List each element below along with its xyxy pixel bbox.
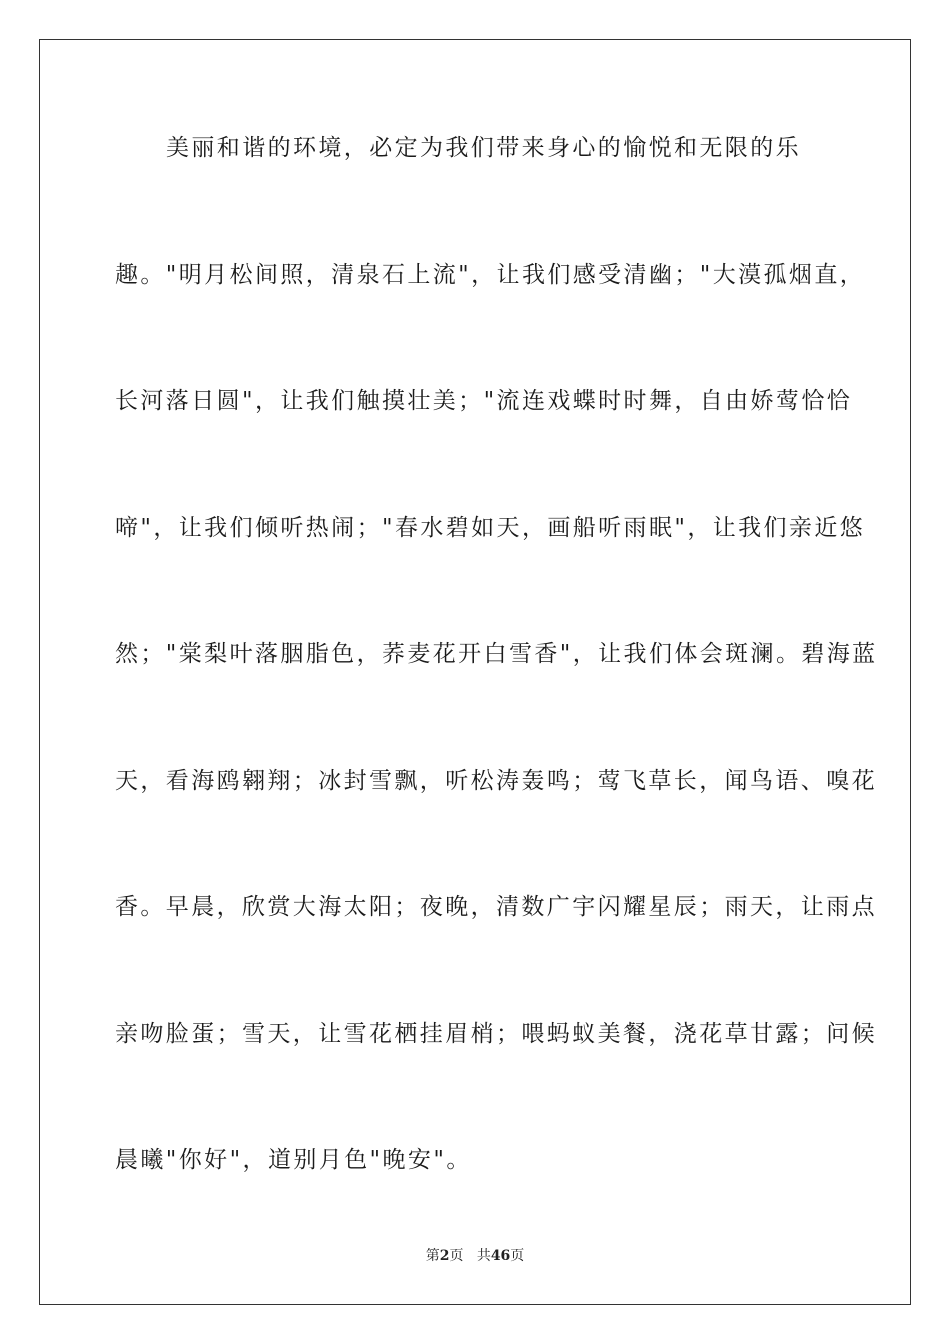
page-number: 2 — [439, 1248, 450, 1264]
paragraph-line: 亲吻脸蛋；雪天，让雪花栖挂眉梢；喂蚂蚁美餐，浇花草甘露；问候 — [115, 1020, 877, 1047]
page-prefix: 第 — [425, 1248, 440, 1264]
total-suffix: 页 — [510, 1248, 525, 1264]
page-footer — [0, 1246, 950, 1266]
page-suffix: 页 — [449, 1248, 464, 1264]
body-paragraph — [115, 125, 878, 1264]
total-prefix: 共 — [476, 1248, 491, 1264]
paragraph-line: 然；"棠梨叶落胭脂色，荞麦花开白雪香"，让我们体会斑澜。碧海蓝 — [115, 641, 878, 667]
paragraph-line: 美丽和谐的环境，必定为我们带来身心的愉悦和无限的乐 — [166, 135, 801, 161]
paragraph-line: 长河落日圆"，让我们触摸壮美；"流连戏蝶时时舞，自由娇莺恰恰 — [115, 388, 853, 414]
paragraph-line: 香。早晨，欣赏大海太阳；夜晚，清数广宇闪耀星辰；雨天，让雨点 — [115, 894, 877, 920]
paragraph-line: 趣。"明月松间照，清泉石上流"，让我们感受清幽；"大漠孤烟直， — [115, 261, 866, 288]
paragraph-line: 晨曦"你好"，道别月色"晚安"。 — [115, 1147, 472, 1173]
paragraph-line: 天，看海鸥翱翔；冰封雪飘，听松涛轰鸣；莺飞草长，闻鸟语、嗅花 — [115, 767, 877, 794]
total-pages: 46 — [490, 1248, 511, 1264]
paragraph-line: 啼"，让我们倾听热闹；"春水碧如天，画船听雨眠"，让我们亲近悠 — [115, 514, 866, 541]
